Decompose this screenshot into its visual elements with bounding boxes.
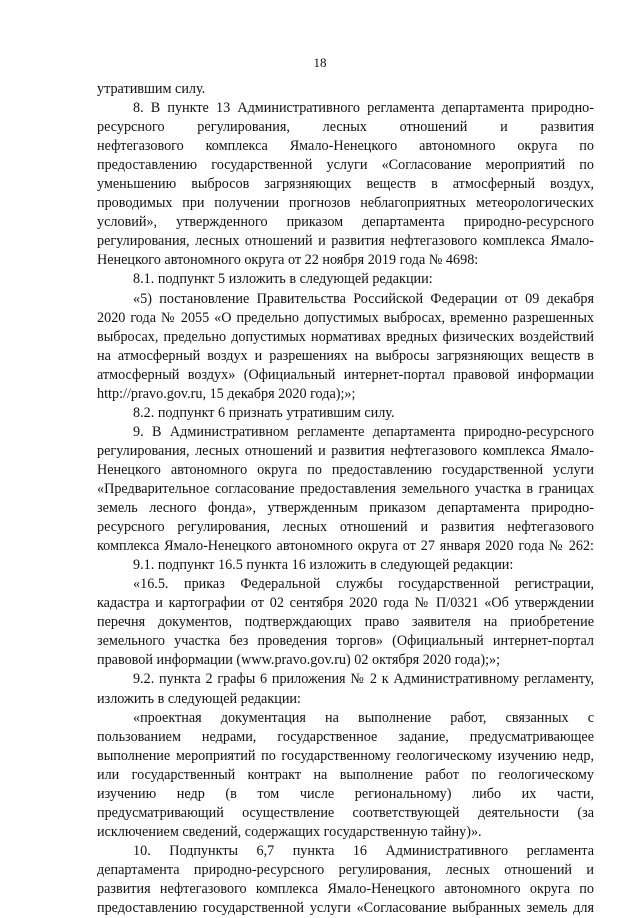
text-line: комплекса Ямало-Ненецкого автономного округа от 27 января 2020 года № 262: bbox=[97, 538, 594, 555]
text-line: развития нефтегазового комплекса Ямало-Ненецкого автономного округа по bbox=[97, 880, 594, 897]
page-number: 18 bbox=[313, 55, 327, 70]
text-line: выполнение мероприятий по государственному геологическому изучению недр, bbox=[97, 747, 594, 764]
text-line: атмосферный воздух» (Официальный интернет-портал правовой информации bbox=[97, 366, 594, 383]
document-body bbox=[97, 80, 594, 918]
text-line: 10. Подпункты 6,7 пункта 16 Административного регламента bbox=[133, 842, 594, 859]
text-line: предусматривающий осуществление соответствующей деятельности (за bbox=[97, 804, 594, 821]
text-line: нефтегазового комплекса Ямало-Ненецкого автономного округа по bbox=[97, 138, 594, 155]
text-line: 9.1. подпункт 16.5 пункта 16 изложить в следующей редакции: bbox=[133, 557, 514, 574]
text-line: 9.2. пункта 2 графы 6 приложения № 2 к Административному регламенту, bbox=[133, 671, 594, 688]
text-line: Ненецкого автономного округа по предоставлению государственной услуги bbox=[97, 461, 594, 478]
text-line: 9. В Административном регламенте департамента природно-ресурсного bbox=[133, 423, 594, 440]
text-line: Ненецкого автономного округа от 22 ноября 2019 года № 4698: bbox=[97, 252, 479, 269]
text-line: http://pravo.gov.ru, 15 декабря 2020 года);»; bbox=[97, 385, 356, 402]
text-line: «Предварительное согласование предоставления земельного участка в границах bbox=[97, 480, 594, 497]
text-line: правовой информации (www.pravo.gov.ru) 02 октября 2020 года);»; bbox=[97, 652, 501, 669]
text-line: земельного участка без проведения торгов» (Официальный интернет-портал bbox=[97, 633, 594, 650]
text-line: 8.2. подпункт 6 признать утратившим силу. bbox=[133, 404, 395, 421]
text-line: изучению недр (в том числе региональному) либо их части, bbox=[97, 785, 594, 802]
text-line: «5) постановление Правительства Российской Федерации от 09 декабря bbox=[133, 290, 594, 307]
text-line: на атмосферный воздух и разрешениях на выбросы загрязняющих веществ в bbox=[97, 347, 594, 364]
text-line: или государственный контракт на выполнение работ по геологическому bbox=[97, 766, 594, 783]
text-line: выбросах, предельно допустимых нормативах вредных физических воздействий bbox=[97, 328, 594, 345]
text-line: пользованием недрами, государственное задание, предусматривающее bbox=[97, 728, 594, 745]
text-line: изложить в следующей редакции: bbox=[97, 690, 301, 707]
text-line: «проектная документация на выполнение работ, связанных с bbox=[133, 709, 594, 726]
text-line: исключением сведений, содержащих государственную тайну)». bbox=[97, 823, 482, 840]
text-line: проводимых при получении прогнозов неблагоприятных метеорологических bbox=[97, 195, 594, 212]
text-line: 2020 года № 2055 «О предельно допустимых выбросах, временно разрешенных bbox=[97, 309, 594, 326]
text-line: «16.5. приказ Федеральной службы государственной регистрации, bbox=[133, 576, 594, 593]
text-line: уменьшению выбросов загрязняющих веществ в атмосферный воздух, bbox=[97, 176, 594, 193]
text-line: утратившим силу. bbox=[97, 81, 206, 97]
text-line: ресурсного регулирования, лесных отношений и развития bbox=[97, 119, 594, 136]
text-line: условий», утвержденного приказом департамента природно-ресурсного bbox=[97, 214, 594, 231]
text-line: регулирования, лесных отношений и развития нефтегазового комплекса Ямало- bbox=[97, 233, 594, 250]
text-line: регулирования, лесных отношений и развития нефтегазового комплекса Ямало- bbox=[97, 442, 594, 459]
text-line: департамента природно-ресурсного регулирования, лесных отношений и bbox=[97, 861, 594, 878]
text-line: 8. В пункте 13 Административного регламента департамента природно- bbox=[133, 100, 594, 117]
text-line: кадастра и картографии от 02 сентября 2020 года № П/0321 «Об утверждении bbox=[97, 595, 594, 612]
text-line: предоставлению государственной услуги «Согласование мероприятий по bbox=[97, 157, 594, 174]
text-line: земель лесного фонда», утвержденным приказом департамента природно- bbox=[97, 500, 594, 517]
text-line: предоставлению государственной услуги «Согласование выбранных земель для bbox=[97, 900, 594, 917]
text-line: перечня документов, подтверждающих право заявителя на приобретение bbox=[97, 614, 594, 631]
text-line: ресурсного регулирования, лесных отношений и развития нефтегазового bbox=[97, 519, 594, 536]
text-line: 8.1. подпункт 5 изложить в следующей редакции: bbox=[133, 271, 433, 288]
